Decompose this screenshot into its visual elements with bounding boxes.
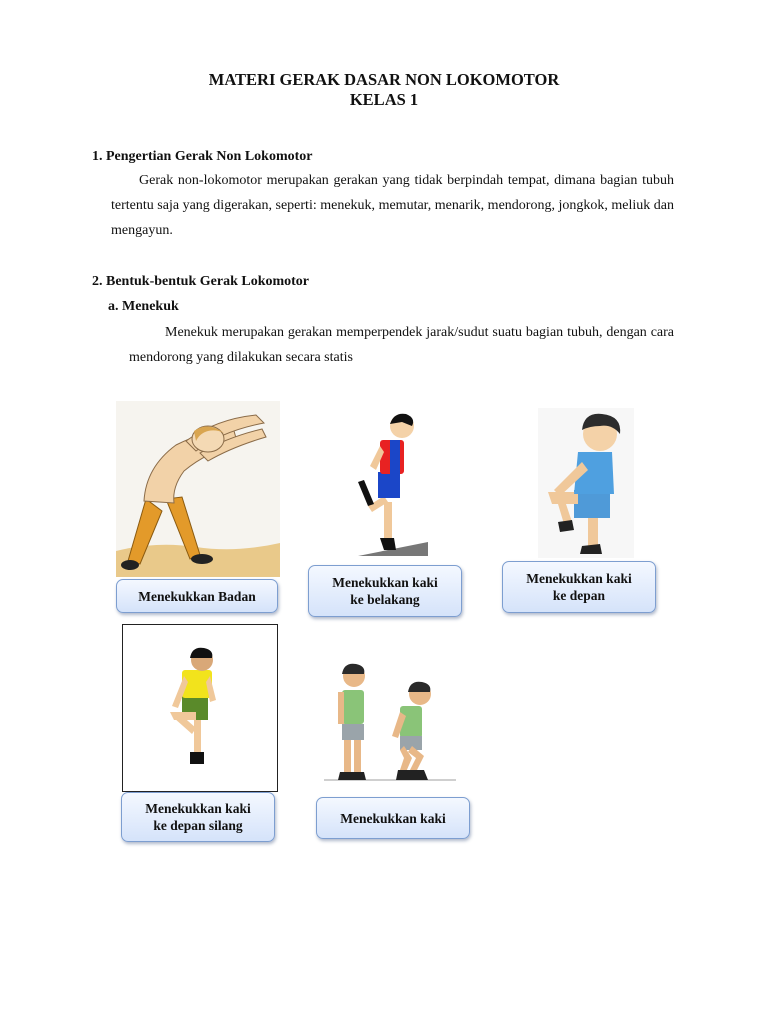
- figure-bending-body: [116, 401, 280, 577]
- page-title: [0, 70, 768, 110]
- section-1-paragraph: [111, 168, 674, 243]
- subsection-a-text: Menekuk merupakan gerakan memperpendek jarak/sudut suatu bagian tubuh, dengan cara mendorong yang dilakukan secara statis: [129, 325, 674, 365]
- figure-squat: [320, 646, 460, 786]
- title-line-1: MATERI GERAK DASAR NON LOKOMOTOR: [208, 70, 560, 89]
- section-1-text: Gerak non-lokomotor merupakan gerakan yang tidak berpindah tempat, dimana bagian tubuh tertentu saja yang digerakan, seperti: menekuk, memutar, menarik, mendorong, jongkok, meliuk dan mengayun.: [111, 173, 674, 238]
- title-line-2: KELAS 1: [349, 90, 419, 109]
- label-leg-forward-cross: Menekukkan kaki ke depan silang: [121, 792, 275, 842]
- label-bending-body: Menekukkan Badan: [116, 579, 278, 613]
- label-leg-backward: Menekukkan kaki ke belakang: [308, 565, 462, 617]
- subsection-a-heading: a. Menekuk: [108, 299, 179, 314]
- figure-leg-forward: [538, 408, 634, 558]
- section-2-heading: 2. Bentuk-bentuk Gerak Lokomotor: [92, 274, 310, 289]
- section-1-heading: 1. Pengertian Gerak Non Lokomotor: [92, 149, 313, 164]
- figure-leg-backward: [354, 410, 430, 558]
- subsection-a-paragraph: [129, 320, 674, 370]
- label-squat: Menekukkan kaki: [316, 797, 470, 839]
- label-leg-forward: Menekukkan kaki ke depan: [502, 561, 656, 613]
- figure-leg-forward-cross: [122, 624, 278, 792]
